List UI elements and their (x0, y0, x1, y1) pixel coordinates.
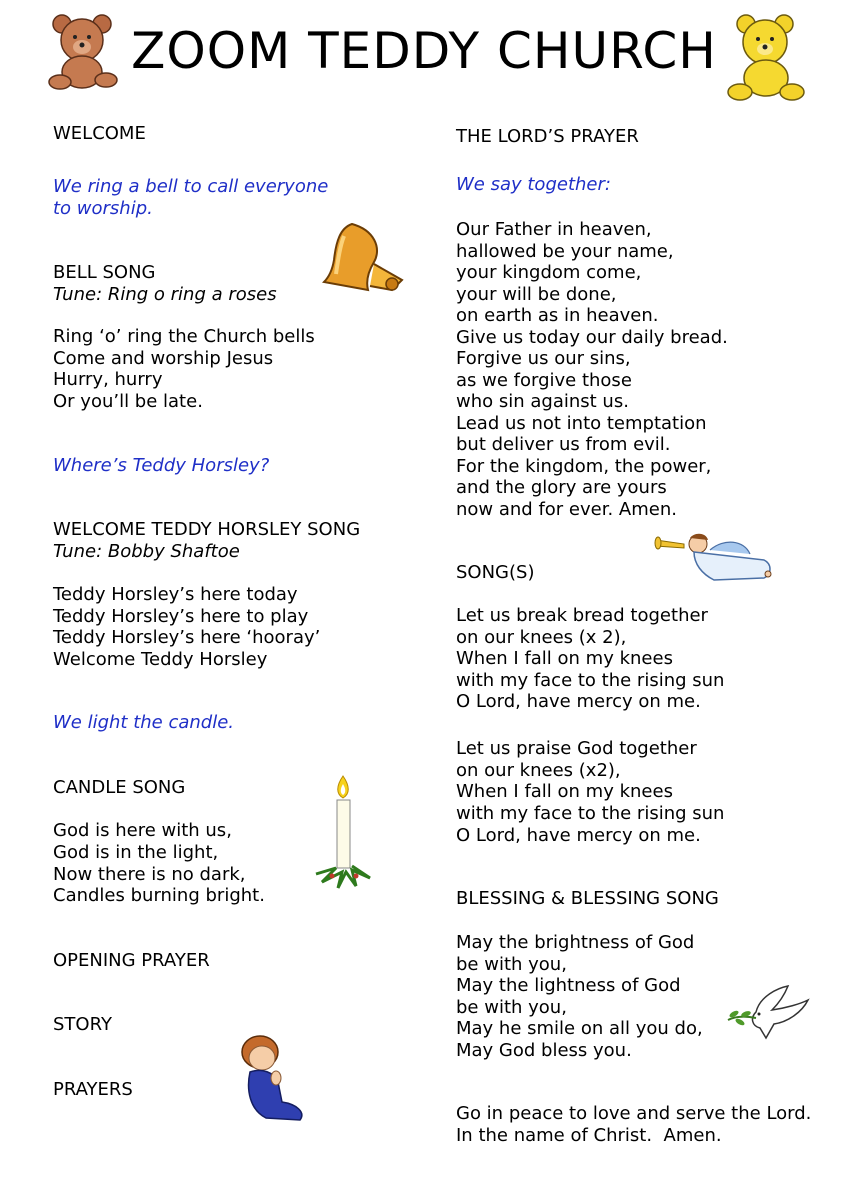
lords-prayer-line: Forgive us our sins, (456, 348, 631, 369)
closing-line-1: Go in peace to love and serve the Lord. (456, 1103, 812, 1124)
blessing-line: May the lightness of God (456, 975, 681, 996)
teddy-song-tune: Tune: Bobby Shaftoe (53, 541, 240, 562)
lords-prayer-line: who sin against us. (456, 391, 629, 412)
blessing-line: May God bless you. (456, 1040, 632, 1061)
yellow-teddy-bear-icon (722, 12, 812, 104)
bell-song-tune: Tune: Ring o ring a roses (53, 284, 277, 305)
lords-prayer-line: on earth as in heaven. (456, 305, 659, 326)
lords-prayer-line: hallowed be your name, (456, 241, 674, 262)
bell-icon (322, 220, 406, 294)
teddy-song-line: Teddy Horsley’s here to play (53, 606, 309, 627)
lords-prayer-note: We say together: (456, 174, 611, 195)
song1-line: Let us break bread together (456, 605, 708, 626)
candle-note: We light the candle. (53, 712, 235, 733)
teddy-note: Where’s Teddy Horsley? (53, 455, 270, 476)
dove-icon (726, 982, 810, 1048)
blessing-line: May the brightness of God (456, 932, 695, 953)
candle-song-line: God is in the light, (53, 842, 219, 863)
page-title: ZOOM TEDDY CHURCH (131, 22, 717, 80)
song2-line: O Lord, have mercy on me. (456, 825, 701, 846)
song2-line: When I fall on my knees (456, 781, 673, 802)
song1-line: on our knees (x 2), (456, 627, 627, 648)
story-heading: STORY (53, 1014, 112, 1035)
angel-trumpet-icon (654, 530, 780, 590)
lords-prayer-line: now and for ever. Amen. (456, 499, 677, 520)
teddy-song-line: Teddy Horsley’s here today (53, 584, 298, 605)
song2-line: on our knees (x2), (456, 760, 621, 781)
candle-song-heading: CANDLE SONG (53, 777, 186, 798)
bell-song-line: Hurry, hurry (53, 369, 163, 390)
candle-song-line: Now there is no dark, (53, 864, 246, 885)
teddy-song-line: Teddy Horsley’s here ‘hooray’ (53, 627, 321, 648)
song2-line: with my face to the rising sun (456, 803, 725, 824)
candle-song-line: Candles burning bright. (53, 885, 265, 906)
brown-teddy-bear-icon (40, 12, 128, 92)
blessing-line: May he smile on all you do, (456, 1018, 703, 1039)
teddy-song-line: Welcome Teddy Horsley (53, 649, 268, 670)
lords-prayer-line: your kingdom come, (456, 262, 642, 283)
welcome-note-2: to worship. (53, 198, 153, 219)
lords-prayer-line: as we forgive those (456, 370, 632, 391)
lords-prayer-line: Lead us not into temptation (456, 413, 707, 434)
lords-prayer-line: but deliver us from evil. (456, 434, 671, 455)
blessing-line: be with you, (456, 954, 567, 975)
song1-line: When I fall on my knees (456, 648, 673, 669)
bell-song-line: Ring ‘o’ ring the Church bells (53, 326, 315, 347)
lords-prayer-heading: THE LORD’S PRAYER (456, 126, 639, 147)
teddy-song-heading: WELCOME TEDDY HORSLEY SONG (53, 519, 361, 540)
lords-prayer-line: Give us today our daily bread. (456, 327, 728, 348)
bell-song-line: Come and worship Jesus (53, 348, 274, 369)
closing-line-2: In the name of Christ. Amen. (456, 1125, 722, 1146)
lords-prayer-line: Our Father in heaven, (456, 219, 652, 240)
song1-line: O Lord, have mercy on me. (456, 691, 701, 712)
bell-song-heading: BELL SONG (53, 262, 156, 283)
welcome-heading: WELCOME (53, 123, 146, 144)
lords-prayer-line: and the glory are yours (456, 477, 667, 498)
songs-heading: SONG(S) (456, 562, 535, 583)
song2-line: Let us praise God together (456, 738, 697, 759)
candle-icon (312, 772, 374, 892)
opening-prayer-heading: OPENING PRAYER (53, 950, 210, 971)
candle-song-line: God is here with us, (53, 820, 232, 841)
welcome-note-1: We ring a bell to call everyone (53, 176, 329, 197)
prayers-heading: PRAYERS (53, 1079, 133, 1100)
blessing-heading: BLESSING & BLESSING SONG (456, 888, 719, 909)
song1-line: with my face to the rising sun (456, 670, 725, 691)
praying-child-icon (236, 1032, 310, 1128)
lords-prayer-line: your will be done, (456, 284, 617, 305)
bell-song-line: Or you’ll be late. (53, 391, 203, 412)
lords-prayer-line: For the kingdom, the power, (456, 456, 712, 477)
blessing-line: be with you, (456, 997, 567, 1018)
